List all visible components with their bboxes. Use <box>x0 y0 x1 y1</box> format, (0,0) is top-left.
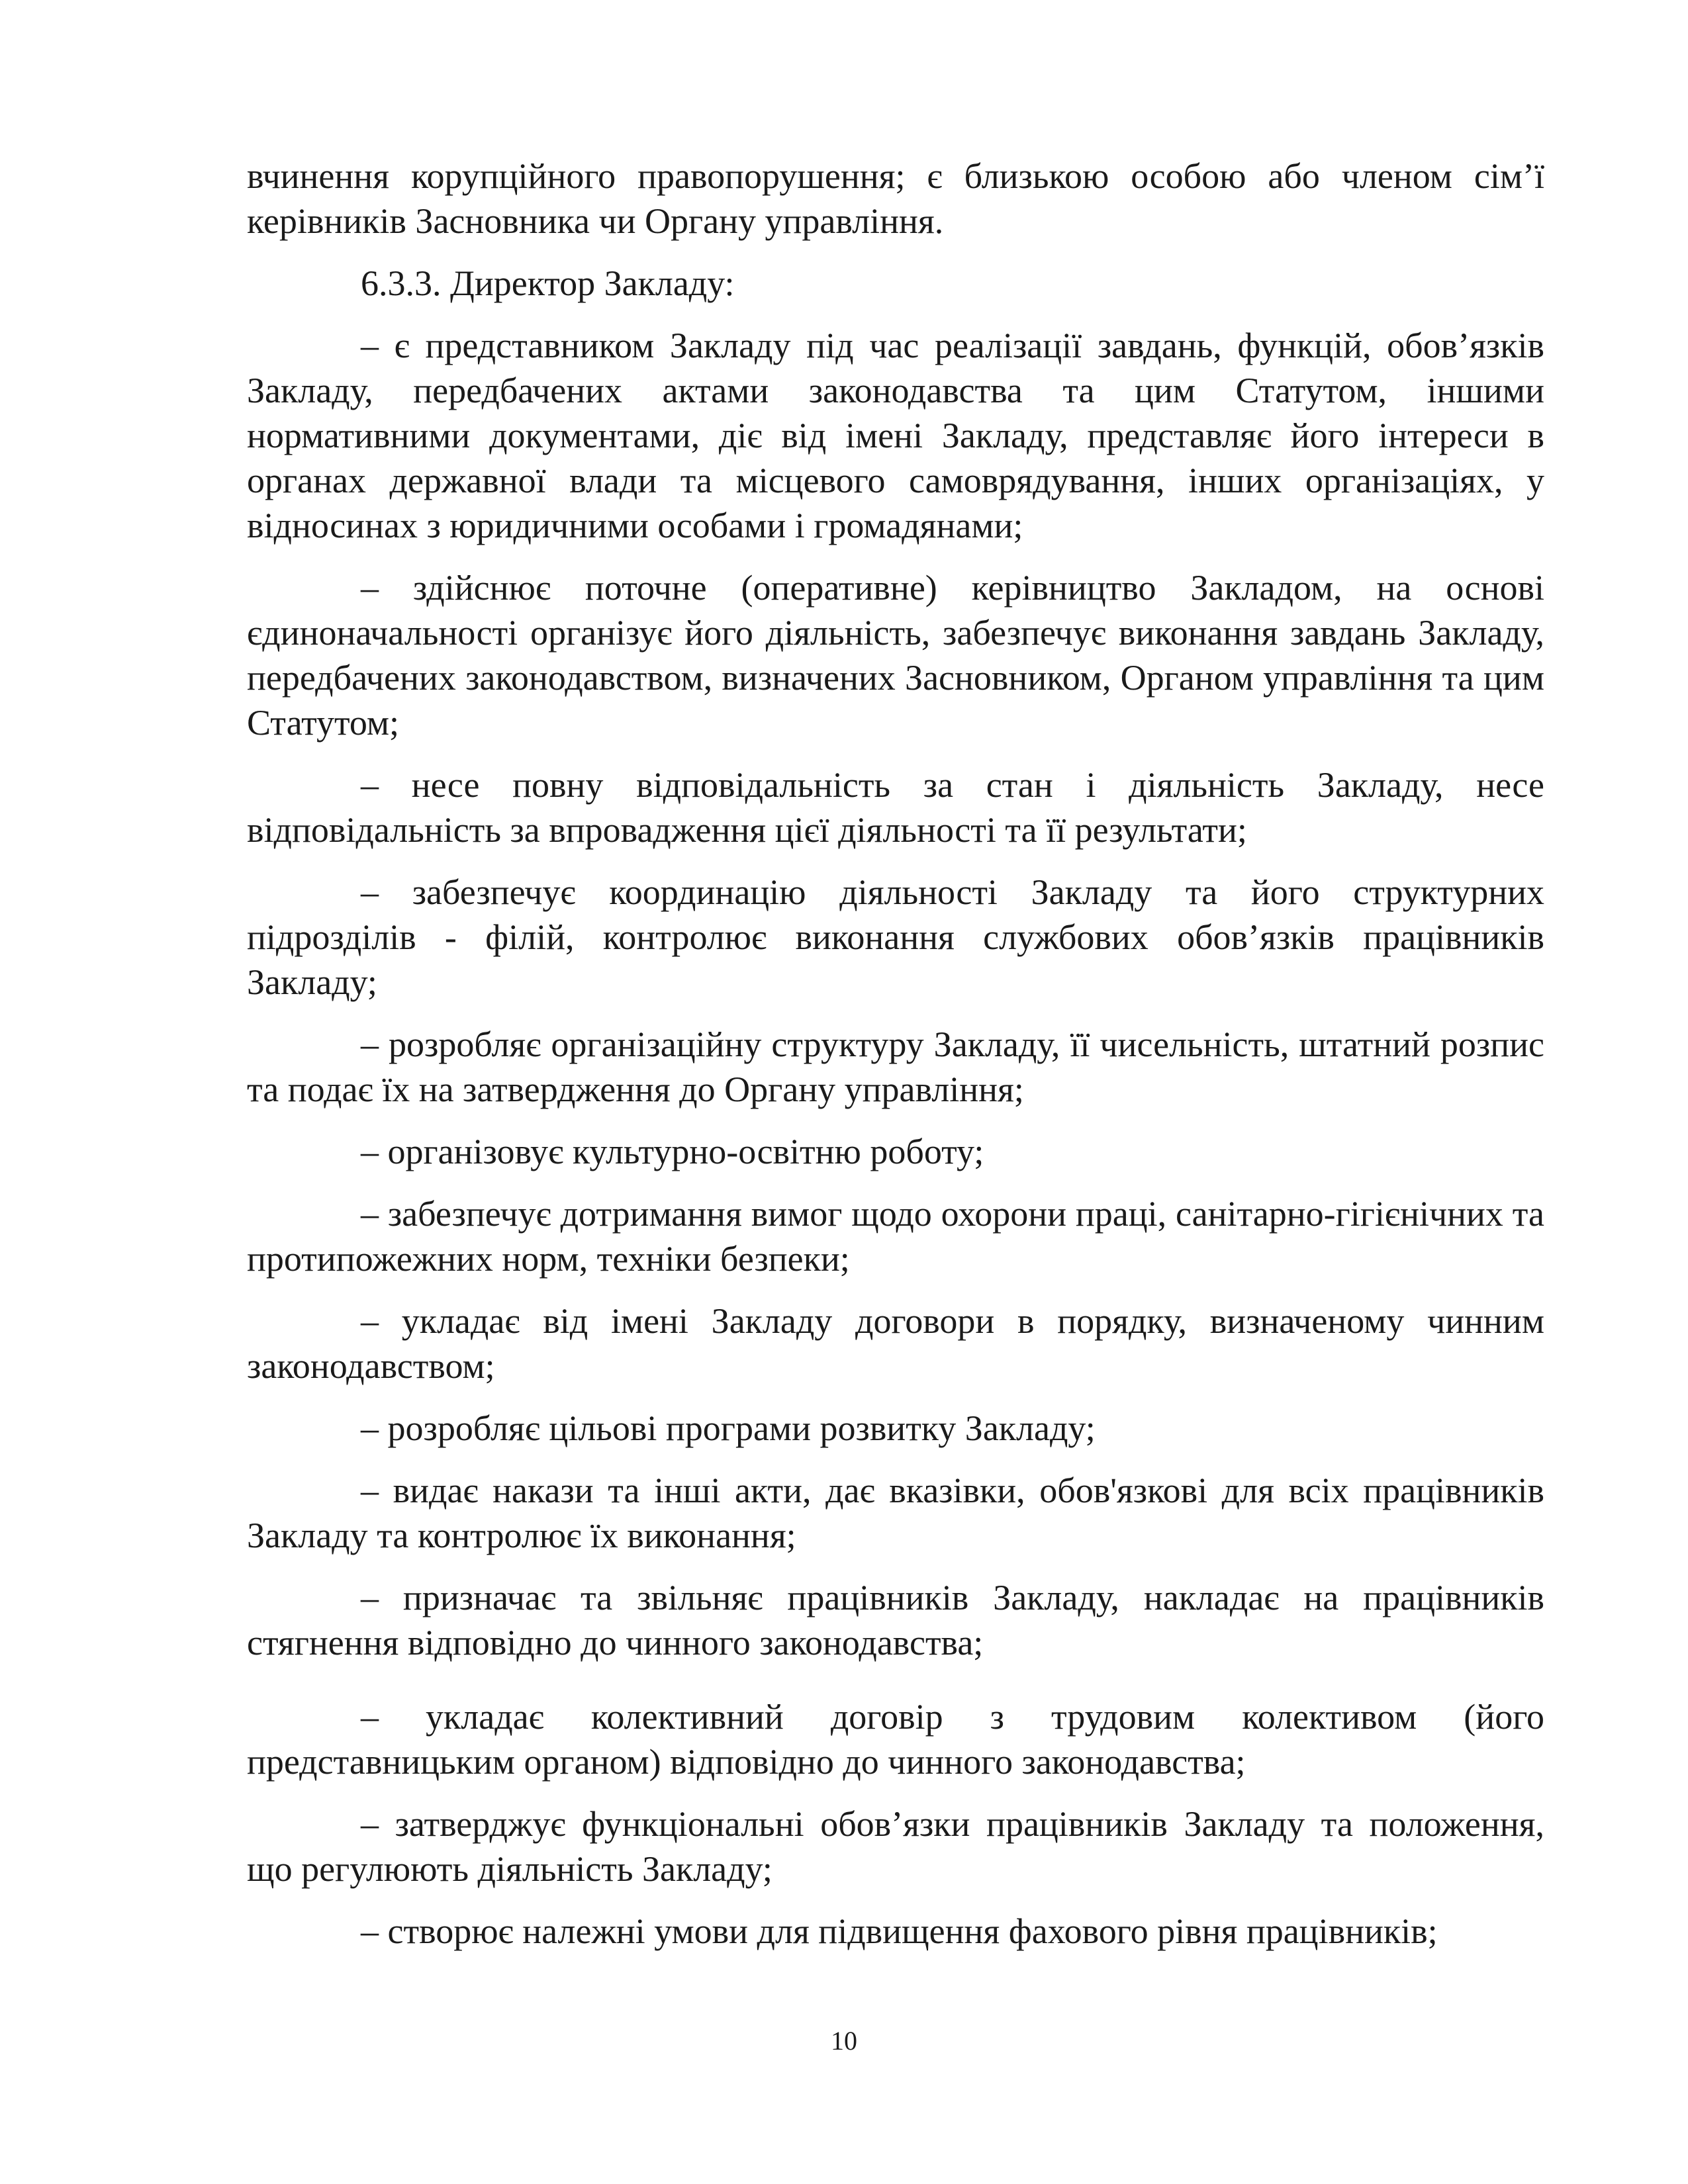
list-item: – є представником Закладу під час реалізації завдань, функцій, обов’язків Закладу, передбачених актами законодавства та цим Статутом, іншими нормативними документами, діє від імені Закладу, представляє його інтереси в органах державної влади та місцевого самоврядування, інших організаціях, у відносинах з юридичними особами і громадянами; <box>247 326 1544 545</box>
list-item: – укладає колективний договір з трудовим колективом (його представницьким органом) відповідно до чинного законодавства; <box>247 1697 1544 1782</box>
list-item: – призначає та звільняє працівників Закладу, накладає на працівників стягнення відповідно до чинного законодавства; <box>247 1578 1544 1662</box>
list-item: – затверджує функціональні обов’язки працівників Закладу та положення, що регулюють діяльність Закладу; <box>247 1804 1544 1889</box>
list-item: – здійснює поточне (оперативне) керівництво Закладом, на основі єдиноначальності організує його діяльність, забезпечує виконання завдань Закладу, передбачених законодавством, визначених Засновником, Органом управління та цим Статутом; <box>247 568 1544 743</box>
list-item: – розробляє організаційну структуру Закладу, її чисельність, штатний розпис та подає їх на затвердження до Органу управління; <box>247 1024 1544 1109</box>
list-item: – створює належні умови для підвищення фахового рівня працівників; <box>361 1911 1438 1951</box>
list-item: – укладає від імені Закладу договори в порядку, визначеному чинним законодавством; <box>247 1301 1544 1386</box>
list-item: – організовує культурно-освітню роботу; <box>361 1132 984 1171</box>
list-item: – видає накази та інші акти, дає вказівки, обов'язкові для всіх працівників Закладу та контролює їх виконання; <box>247 1471 1544 1555</box>
continuation-paragraph: вчинення корупційного правопорушення; є близькою особою або членом сім’ї керівників Засновника чи Органу управління. <box>247 156 1544 241</box>
list-item: – несе повну відповідальність за стан і діяльність Закладу, несе відповідальність за впровадження цієї діяльності та її результати; <box>247 765 1544 850</box>
list-item: – розробляє цільові програми розвитку Закладу; <box>361 1408 1096 1448</box>
page-number: 10 <box>831 2026 857 2056</box>
list-item: – забезпечує дотримання вимог щодо охорони праці, санітарно-гігієнічних та протипожежних норм, техніки безпеки; <box>247 1194 1544 1279</box>
document-body <box>247 154 1544 1971</box>
list-item: – забезпечує координацію діяльності Закладу та його структурних підрозділів - філій, контролює виконання службових обов’язків працівників Закладу; <box>247 872 1544 1002</box>
section-heading: 6.3.3. Директор Закладу: <box>361 263 735 303</box>
